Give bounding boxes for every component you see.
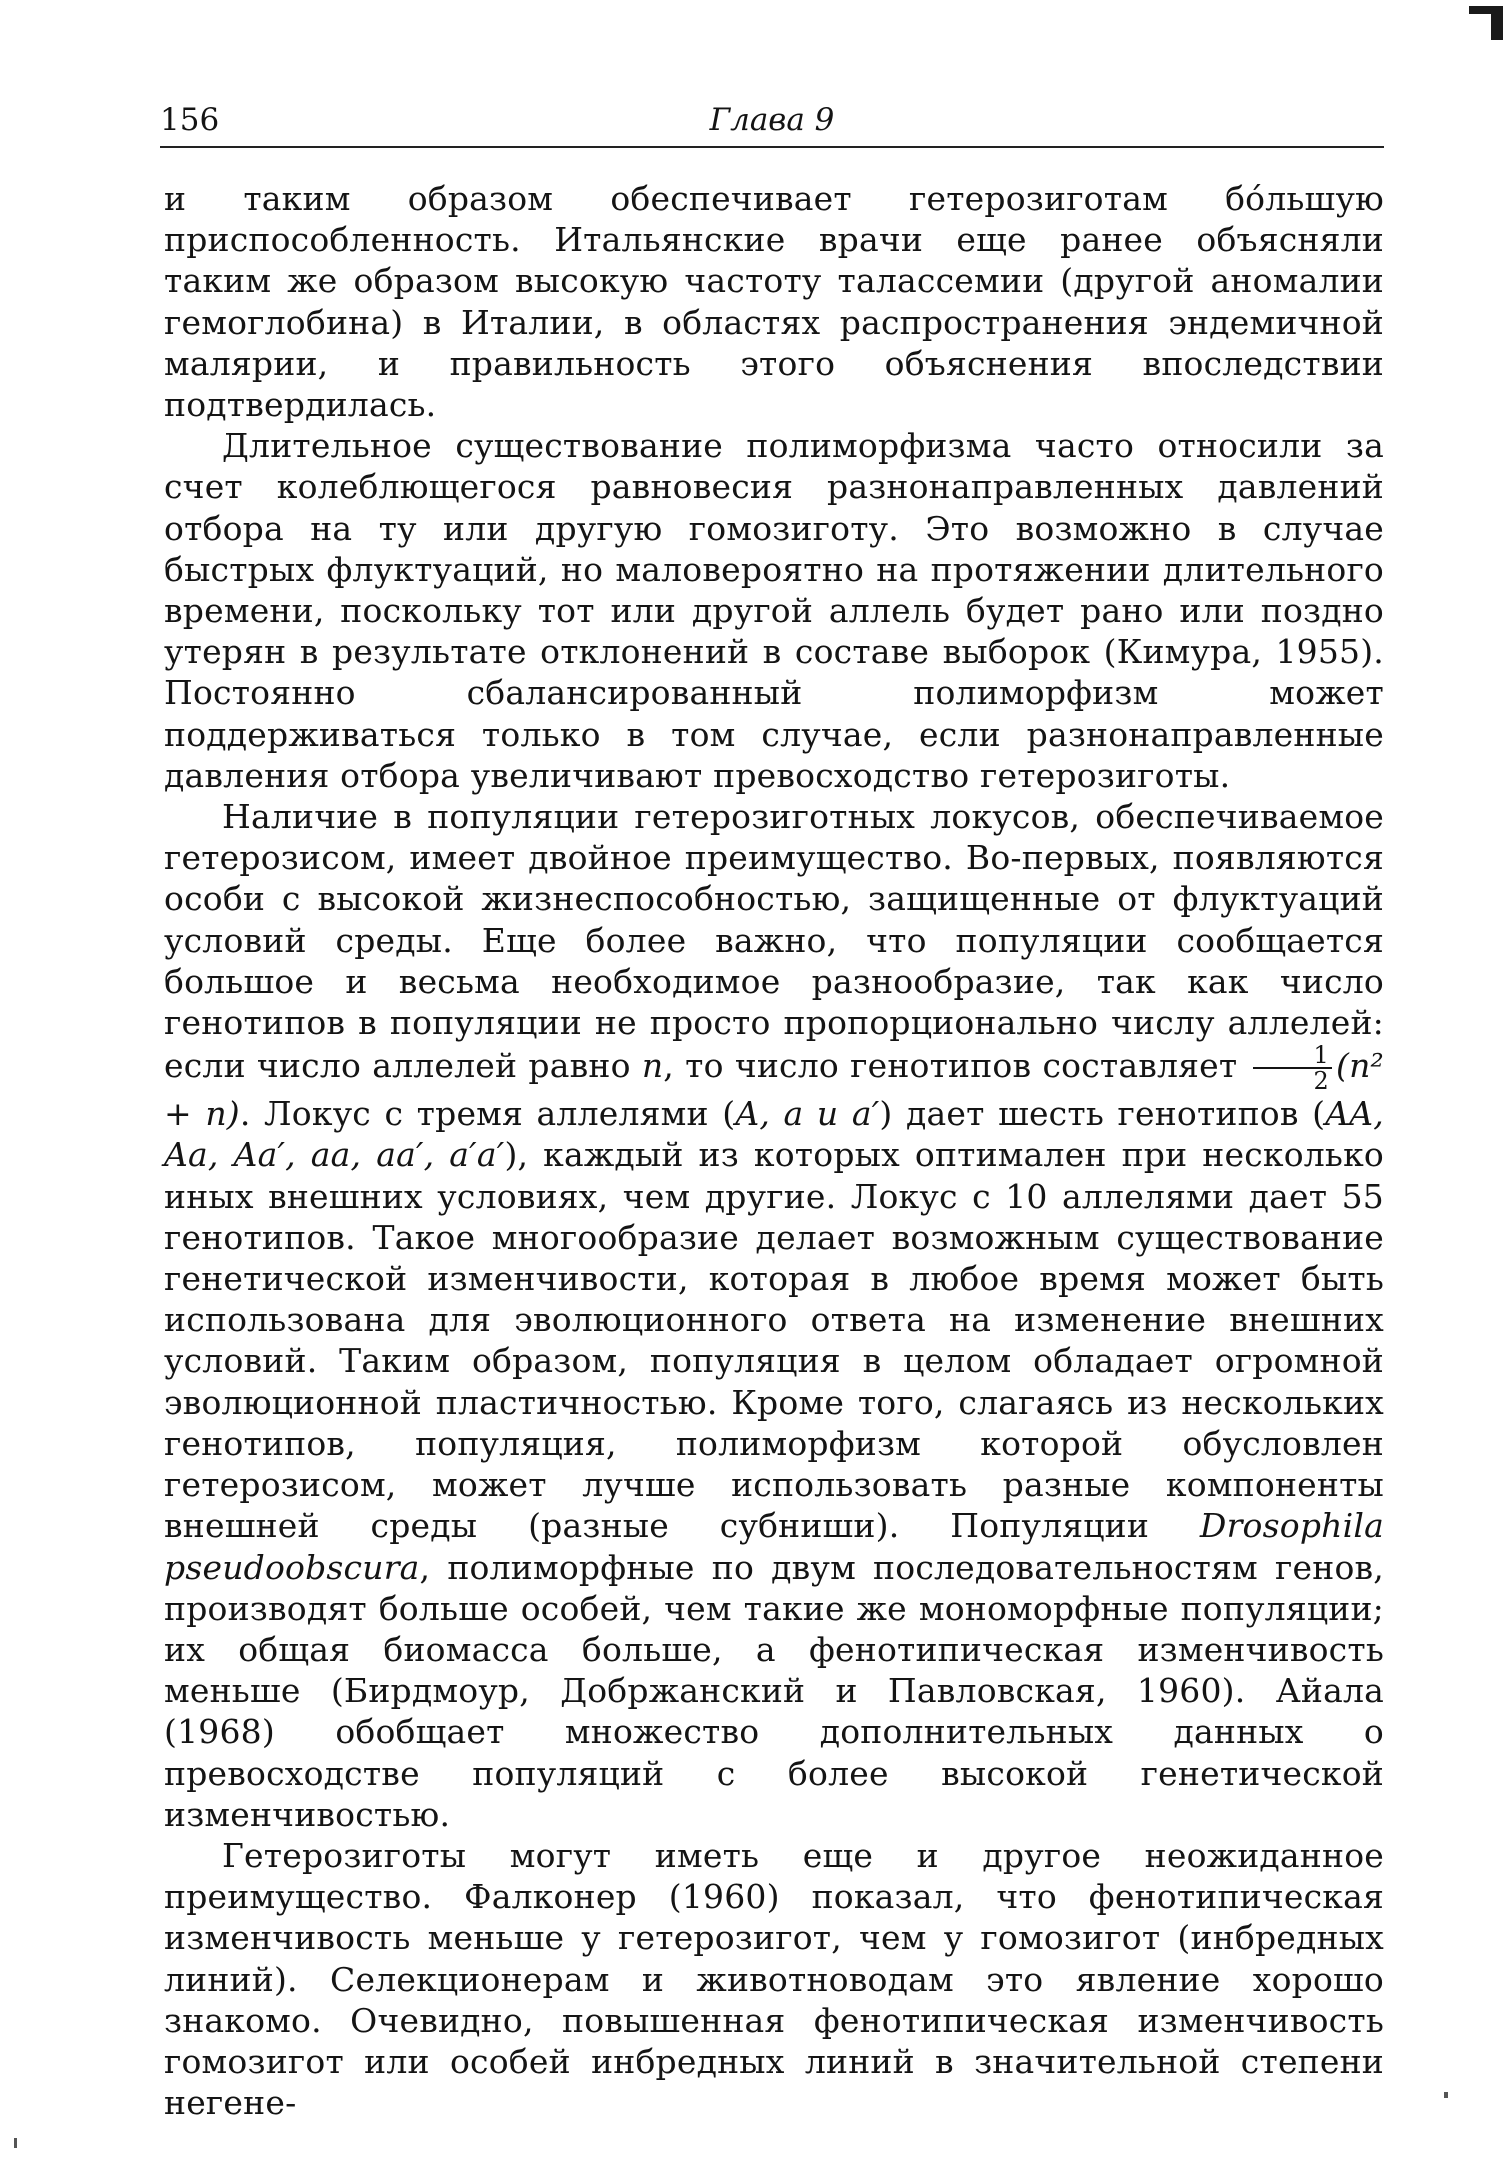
- page-number: 156: [160, 102, 220, 138]
- paragraph-3-part5: ), каждый из которых оптимален при несколько иных внешних условиях, чем другие. Локус с 10 аллелями дает 55 генотипов. Такое многообразие делает возможным существование генетической изменчивости, которая в любое время может быть использована для эволюционного ответа на изменение внешних условий. Таким образом, популяция в целом обладает огромной эволюционной пластичностью. Кроме того, слагаясь из нескольких генотипов, популяция, полиморфизм которой обусловлен гетерозисом, может лучше использовать разные компоненты внешней среды (разные субниши). Популяции: [164, 1135, 1384, 1546]
- genotype-list: AA, Aa, Aa′, aa, aa′, a′a′: [164, 1094, 1384, 1175]
- variable-n: n: [641, 1046, 664, 1086]
- fraction-numerator: 1: [1253, 1043, 1332, 1069]
- paragraph-3-part6: , полиморфные по двум последовательностям генов, производят больше особей, чем такие же мономорфные популяции; их общая биомасса больше, а фенотипическая изменчивость меньше (Бирдмоур, Добржанский и Павловская, 1960). Айала (1968) обобщает множество дополнительных данных о превосходстве популяций с более высокой генетической изменчивостью.: [164, 1547, 1384, 1834]
- paragraph-3-part3: . Локус с тремя аллелями (: [239, 1094, 736, 1134]
- fraction: [1253, 1041, 1332, 1096]
- paragraph-3: [164, 796, 1384, 1835]
- paragraph-1: и таким образом обеспечивает гетерозиготам бо́льшую приспособленность. Итальянские врачи еще ранее объясняли таким же образом высокую частоту талассемии (другой аномалии гемоглобина) в Италии, в областях распространения эндемичной малярии, и правильность этого объяснения впоследствии подтвердилась.: [164, 179, 1384, 425]
- formula-expression: (n² + n): [164, 1046, 1384, 1134]
- fraction-denominator: 2: [1313, 1067, 1330, 1096]
- corner-mark-icon: [1469, 0, 1503, 40]
- paragraph-4: Гетерозиготы могут иметь еще и другое неожиданное преимущество. Фалконер (1960) показал, что фенотипическая изменчивость меньше у гетерозигот, чем у гомозигот (инбредных линий). Селекционерам и животноводам это явление хорошо знакомо. Очевидно, повышенная фенотипическая изменчивость гомозигот или особей инбредных линий в значительной степени негене-: [164, 1835, 1384, 2123]
- paragraph-3-part4: ) дает шесть генотипов (: [879, 1094, 1326, 1134]
- scan-speck: [14, 2138, 17, 2148]
- paragraph-2: Длительное существование полиморфизма часто относили за счет колеблющегося равновесия разнонаправленных давлений отбора на ту или другую гомозиготу. Это возможно в случае быстрых флуктуаций, но маловероятно на протяжении длительного времени, поскольку тот или другой аллель будет рано или поздно утерян в результате отклонений в составе выборок (Кимура, 1955). Постоянно сбалансированный полиморфизм может поддерживаться только в том случае, если разнонаправленные давления отбора увеличивают превосходство гетерозиготы.: [164, 426, 1384, 795]
- paragraph-3-part1: Наличие в популяции гетерозиготных локусов, обеспечиваемое гетерозисом, имеет двойное преимущество. Во-первых, появляются особи с высокой жизнеспособностью, защищенные от флуктуаций условий среды. Еще более важно, что популяции сообщается большое и весьма необходимое разнообразие, так как число генотипов в популяции не просто пропорционально числу аллелей: если число аллелей равно: [164, 797, 1384, 1086]
- scan-speck: [1444, 2092, 1448, 2098]
- page-header: [160, 102, 1384, 148]
- body-text: [164, 178, 1384, 2123]
- paragraph-3-part2: , то число генотипов составляет: [663, 1046, 1238, 1086]
- allele-list: A, a и a′: [735, 1094, 880, 1134]
- species-name: Drosophila pseudoobscura: [164, 1506, 1384, 1587]
- running-title: Глава 9: [709, 102, 835, 138]
